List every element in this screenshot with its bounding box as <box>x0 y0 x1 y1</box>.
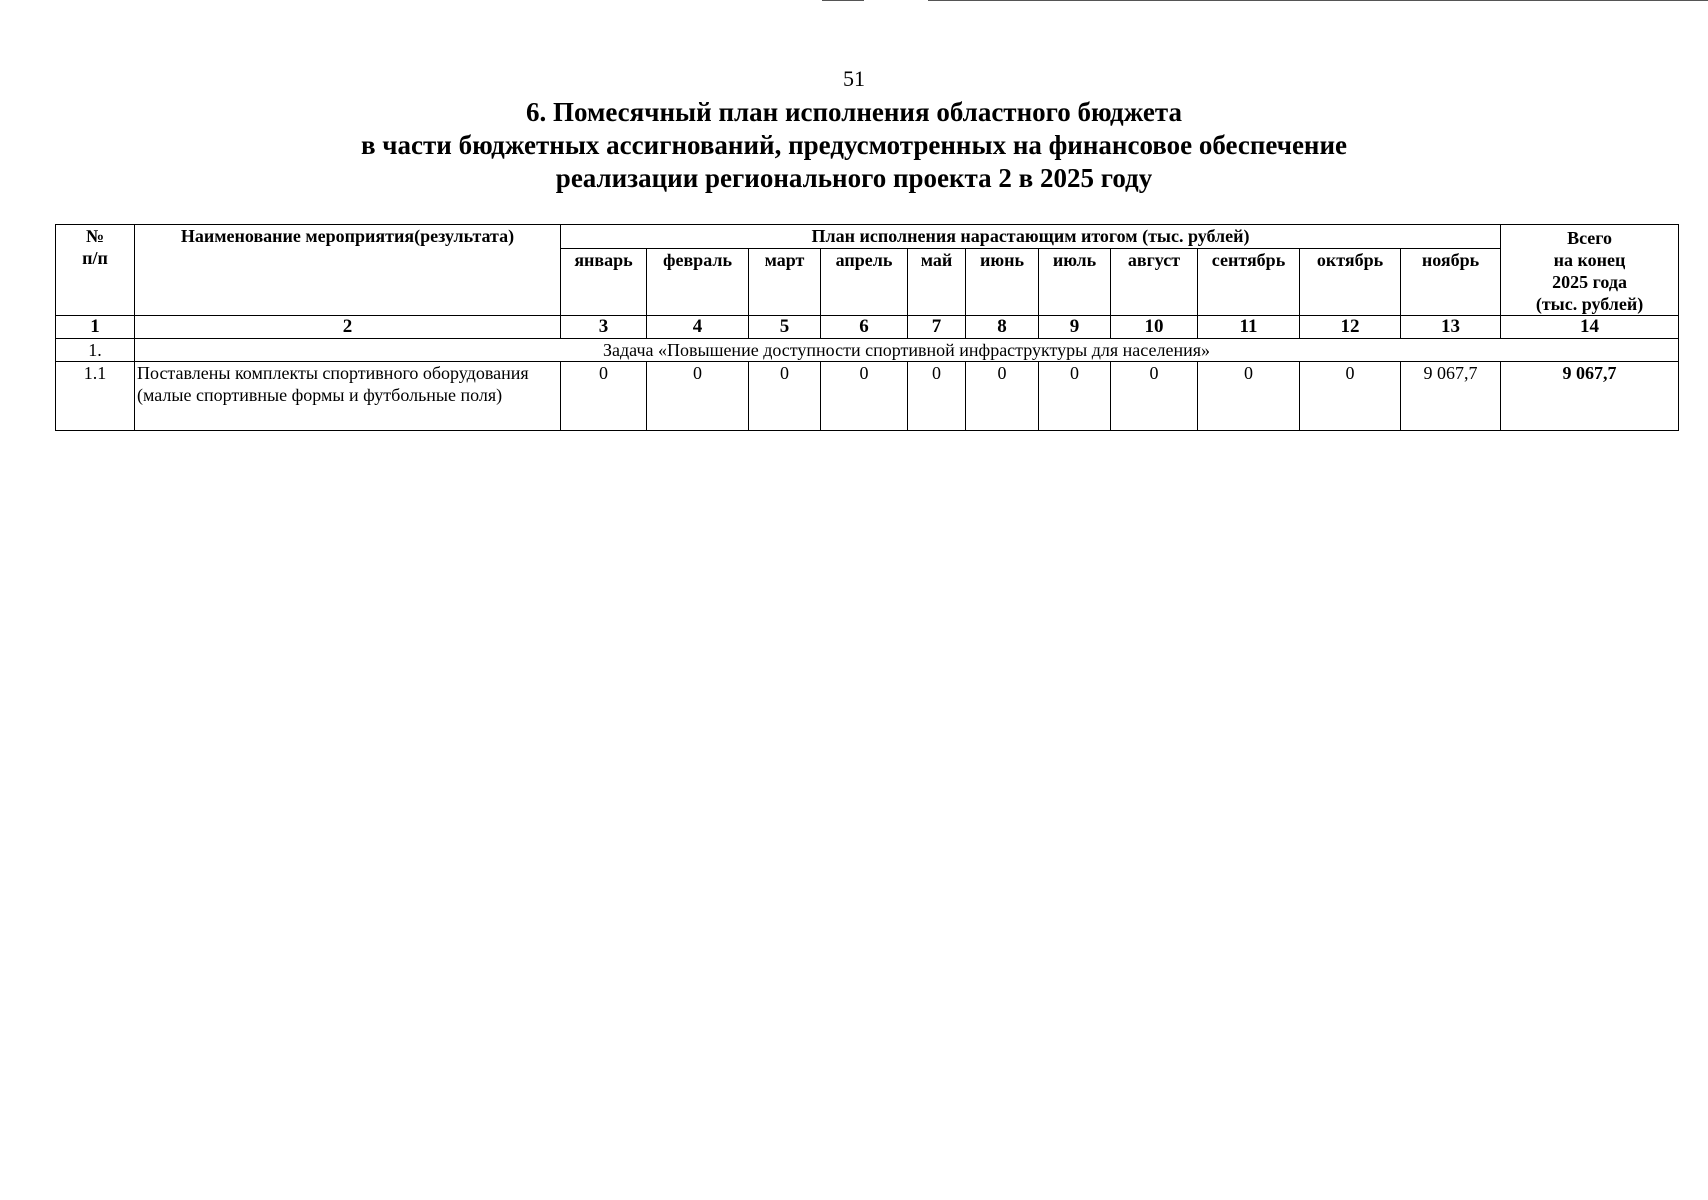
table-row <box>56 362 1679 431</box>
header-name: Наименование мероприятия(результата) <box>135 225 561 316</box>
header-num-line1: № <box>85 226 105 246</box>
header-month: ноябрь <box>1401 249 1501 316</box>
header-row-top <box>56 225 1679 249</box>
column-number: 9 <box>1039 316 1111 339</box>
column-number: 6 <box>821 316 908 339</box>
column-number: 10 <box>1111 316 1198 339</box>
title-line-3: реализации регионального проекта 2 в 2025 году <box>555 163 1153 193</box>
header-month: сентябрь <box>1198 249 1300 316</box>
row-value-month: 0 <box>647 362 749 431</box>
top-edge-rule-left <box>822 0 864 1</box>
budget-plan-table <box>55 224 1679 431</box>
task-row <box>56 339 1679 362</box>
column-number: 3 <box>561 316 647 339</box>
header-month: май <box>908 249 966 316</box>
column-number: 14 <box>1501 316 1679 339</box>
header-month: июнь <box>966 249 1039 316</box>
header-month: апрель <box>821 249 908 316</box>
row-value-month: 0 <box>1300 362 1401 431</box>
column-number: 5 <box>749 316 821 339</box>
column-number: 13 <box>1401 316 1501 339</box>
row-value-month: 0 <box>908 362 966 431</box>
header-total-line4: (тыс. рублей) <box>1535 294 1644 314</box>
row-total: 9 067,7 <box>1501 362 1679 431</box>
header-num-line2: п/п <box>82 248 108 268</box>
row-value-month: 0 <box>966 362 1039 431</box>
column-number-row <box>56 316 1679 339</box>
page-number: 51 <box>843 66 865 91</box>
header-month: июль <box>1039 249 1111 316</box>
title-line-2: в части бюджетных ассигнований, предусмотренных на финансовое обеспечение <box>360 130 1348 160</box>
column-number: 12 <box>1300 316 1401 339</box>
task-text: Задача «Повышение доступности спортивной инфраструктуры для населения» <box>135 339 1679 362</box>
header-total-line1: Всего <box>1567 228 1613 248</box>
header-total <box>1501 225 1679 316</box>
header-month: март <box>749 249 821 316</box>
header-month: январь <box>561 249 647 316</box>
column-number: 11 <box>1198 316 1300 339</box>
header-month: февраль <box>647 249 749 316</box>
row-value-month: 0 <box>1039 362 1111 431</box>
column-number: 7 <box>908 316 966 339</box>
row-value-month: 9 067,7 <box>1401 362 1501 431</box>
header-num <box>56 225 135 316</box>
header-month: октябрь <box>1300 249 1401 316</box>
header-total-line2: на конец <box>1553 250 1626 270</box>
column-number: 1 <box>56 316 135 339</box>
row-name: Поставлены комплекты спортивного оборудования (малые спортивные формы и футбольные поля) <box>135 362 561 431</box>
title-line-1: 6. Помесячный план исполнения областного бюджета <box>525 97 1183 127</box>
top-edge-rule-right <box>928 0 1708 1</box>
row-number: 1.1 <box>56 362 135 431</box>
row-value-month: 0 <box>749 362 821 431</box>
row-value-month: 0 <box>1111 362 1198 431</box>
header-month: август <box>1111 249 1198 316</box>
row-value-month: 0 <box>1198 362 1300 431</box>
column-number: 4 <box>647 316 749 339</box>
document-title <box>0 96 1708 195</box>
task-number: 1. <box>56 339 135 362</box>
row-value-month: 0 <box>821 362 908 431</box>
header-total-line3: 2025 года <box>1552 272 1627 292</box>
header-plan-group: План исполнения нарастающим итогом (тыс. рублей) <box>561 225 1501 249</box>
row-value-month: 0 <box>561 362 647 431</box>
column-number: 2 <box>135 316 561 339</box>
column-number: 8 <box>966 316 1039 339</box>
